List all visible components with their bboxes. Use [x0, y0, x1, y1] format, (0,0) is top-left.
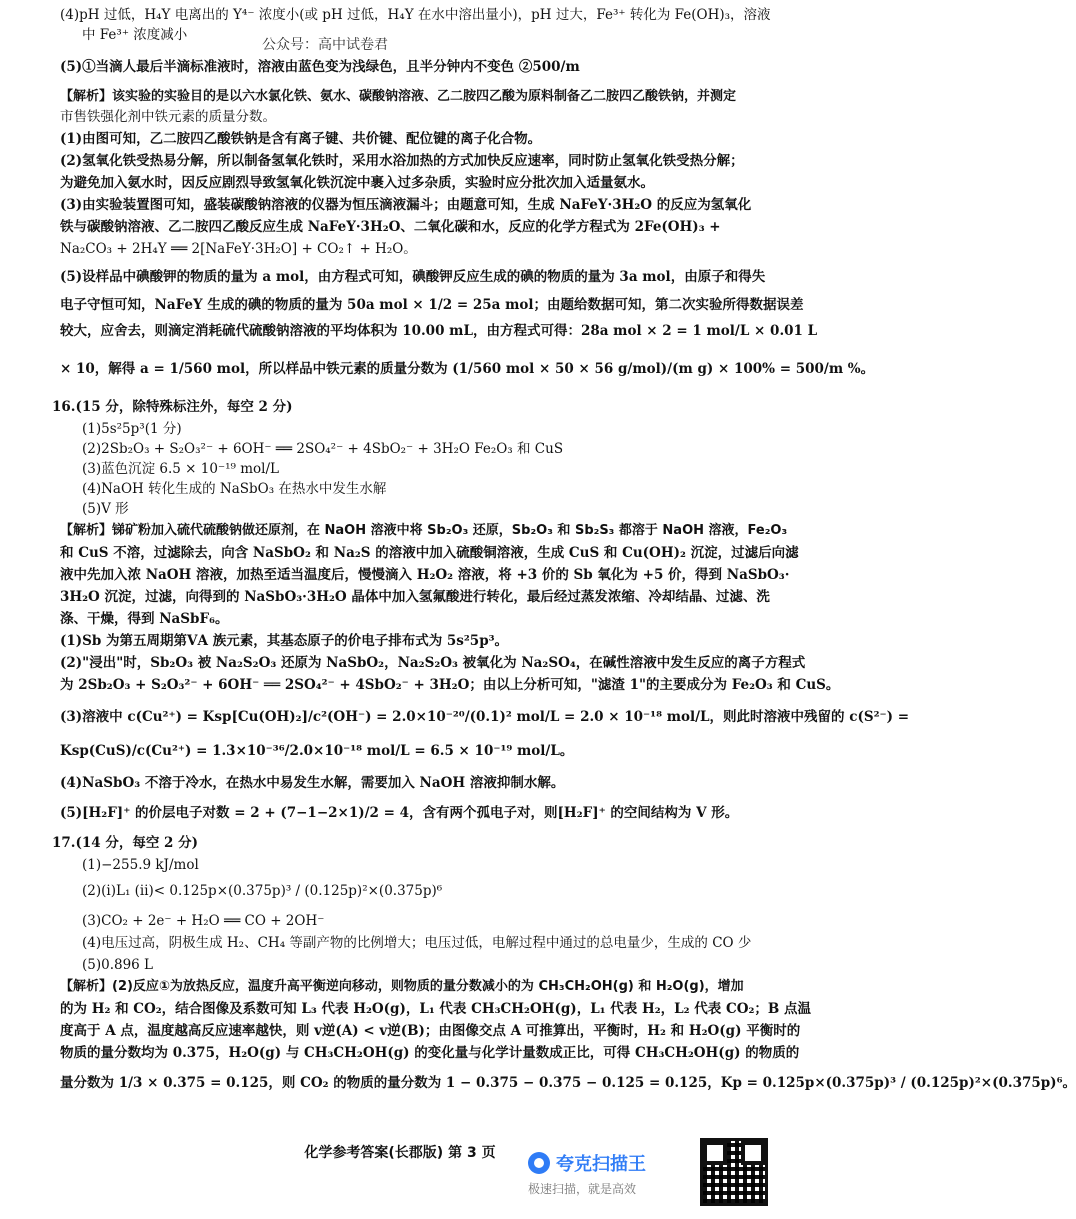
text-line: 电子守恒可知，NaFeY 生成的碘的物质的量为 50a mol × 1/2 = 25a mol；由题给数据可知，第二次实验所得数据误差: [60, 297, 804, 313]
text-line: (1)Sb 为第五周期第ⅤA 族元素，其基态原子的价电子排布式为 5s²5p³。: [60, 633, 509, 649]
text-line: 3H₂O 沉淀，过滤，向得到的 NaSbO₃·3H₂O 晶体中加入氢氟酸进行转化，最后经过蒸发浓缩、冷却结晶、过滤、洗: [60, 589, 770, 605]
text-line: 液中先加入浓 NaOH 溶液，加热至适当温度后，慢慢滴入 H₂O₂ 溶液，将 +3 价的 Sb 氧化为 +5 价，得到 NaSbO₃·: [60, 567, 790, 583]
text-line: 为避免加入氨水时，因反应剧烈导致氢氧化铁沉淀中裹入过多杂质，实验时应分批次加入适量氨水。: [60, 175, 654, 191]
text-line: (4)电压过高，阴极生成 H₂、CH₄ 等副产物的比例增大；电压过低，电解过程中通过的总电量少，生成的 CO 少: [82, 935, 752, 951]
text-line: 度高于 A 点，温度越高反应速率越快，则 v逆(A) < v逆(B)；由图像交点 A 可推算出，平衡时，H₂ 和 H₂O(g) 平衡时的: [60, 1023, 801, 1039]
question-header: 17.(14 分，每空 2 分): [52, 835, 199, 851]
text-line: × 10，解得 a = 1/560 mol，所以样品中铁元素的质量分数为 (1/560 mol × 50 × 56 g/mol)/(m g) × 100% = 500/m %。: [60, 361, 875, 377]
text-line: (1)−255.9 kJ/mol: [82, 857, 199, 873]
text-line: (5)①当滴人最后半滴标准液时，溶液由蓝色变为浅绿色，且半分钟内不变色 ②500/m: [60, 59, 580, 75]
text-line: 市售铁强化剂中铁元素的质量分数。: [60, 109, 276, 125]
text-line: 铁与碳酸钠溶液、乙二胺四乙酸反应生成 NaFeY·3H₂O、二氧化碳和水，反应的化学方程式为 2Fe(OH)₃ +: [60, 219, 721, 235]
analysis-line: 【解析】锑矿粉加入硫代硫酸钠做还原剂，在 NaOH 溶液中将 Sb₂O₃ 还原，Sb₂O₃ 和 Sb₂S₃ 都溶于 NaOH 溶液，Fe₂O₃: [60, 523, 788, 538]
text-line: Na₂CO₃ + 2H₄Y ══ 2[NaFeY·3H₂O] + CO₂↑ + H₂O。: [60, 241, 417, 257]
text-line: 物质的量分数均为 0.375，H₂O(g) 与 CH₃CH₂OH(g) 的变化量与化学计量数成正比，可得 CH₃CH₂OH(g) 的物质的: [60, 1045, 800, 1061]
scanner-brand: [528, 1150, 688, 1198]
text-line: (4)pH 过低，H₄Y 电离出的 Y⁴⁻ 浓度小(或 pH 过低，H₄Y 在水中溶出量小)，pH 过大，Fe³⁺ 转化为 Fe(OH)₃，溶液: [60, 7, 771, 23]
text-line: (2)"浸出"时，Sb₂O₃ 被 Na₂S₂O₃ 还原为 NaSbO₂，Na₂S₂O₃ 被氧化为 Na₂SO₄，在碱性溶液中发生反应的离子方程式: [60, 655, 806, 671]
watermark-text: 公众号：高中试卷君: [262, 37, 388, 53]
text-line: 为 2Sb₂O₃ + S₂O₃²⁻ + 6OH⁻ ══ 2SO₄²⁻ + 4SbO₂⁻ + 3H₂O；由以上分析可知，"滤渣 1"的主要成分为 Fe₂O₃ 和 CuS。: [60, 677, 840, 693]
analysis-line: 【解析】该实验的实验目的是以六水氯化铁、氨水、碳酸钠溶液、乙二胺四乙酸为原料制备乙二胺四乙酸铁钠，并测定: [60, 89, 737, 104]
text-line: (3)CO₂ + 2e⁻ + H₂O ══ CO + 2OH⁻: [82, 913, 325, 929]
text-line: (4)NaOH 转化生成的 NaSbO₃ 在热水中发生水解: [82, 481, 387, 497]
text-line: (3)蓝色沉淀 6.5 × 10⁻¹⁹ mol/L: [82, 461, 279, 477]
text-line: (5)设样品中碘酸钾的物质的量为 a mol，由方程式可知，碘酸钾反应生成的碘的物质的量为 3a mol，由原子和得失: [60, 269, 766, 285]
text-line: (1)由图可知，乙二胺四乙酸铁钠是含有离子键、共价键、配位键的离子化合物。: [60, 131, 542, 147]
scanner-logo-icon: [528, 1152, 550, 1174]
text-line: 的为 H₂ 和 CO₂，结合图像及系数可知 L₃ 代表 H₂O(g)，L₁ 代表 CH₃CH₂OH(g)，L₁ 代表 H₂，L₂ 代表 CO₂；B 点温: [60, 1001, 811, 1017]
text-line: (4)NaSbO₃ 不溶于冷水，在热水中易发生水解，需要加入 NaOH 溶液抑制水解。: [60, 775, 565, 791]
text-line: 较大，应舍去，则滴定消耗硫代硫酸钠溶液的平均体积为 10.00 mL，由方程式可得：28a mol × 2 = 1 mol/L × 0.01 L: [60, 323, 818, 339]
text-line: (3)溶液中 c(Cu²⁺) = Ksp[Cu(OH)₂]/c²(OH⁻) = 2.0×10⁻²⁰/(0.1)² mol/L = 2.0 × 10⁻¹⁸ mol/L，则此时溶液中残留的 c(S²⁻) =: [60, 709, 910, 725]
text-line: (2)氢氧化铁受热易分解，所以制备氢氧化铁时，采用水浴加热的方式加快反应速率，同时防止氢氧化铁受热分解；: [60, 153, 744, 169]
text-line: Ksp(CuS)/c(Cu²⁺) = 1.3×10⁻³⁶/2.0×10⁻¹⁸ mol/L = 6.5 × 10⁻¹⁹ mol/L。: [60, 743, 574, 759]
page-footer: 化学参考答案(长郡版) 第 3 页: [304, 1145, 496, 1161]
text-line: 和 CuS 不溶，过滤除去，向含 NaSbO₂ 和 Na₂S 的溶液中加入硫酸铜溶液，生成 CuS 和 Cu(OH)₂ 沉淀，过滤后向滤: [60, 545, 799, 561]
text-line: (1)5s²5p³(1 分): [82, 421, 182, 437]
text-line: (5)V 形: [82, 501, 129, 517]
brand-slogan: 极速扫描，就是高效: [528, 1182, 637, 1196]
text-line: (2)(ⅰ)L₁ (ⅱ)< 0.125p×(0.375p)³ / (0.125p)²×(0.375p)⁶: [82, 883, 443, 899]
analysis-line: 【解析】(2)反应①为放热反应，温度升高平衡逆向移动，则物质的量分数减小的为 CH₃CH₂OH(g) 和 H₂O(g)，增加: [60, 979, 744, 994]
text-line: (5)0.896 L: [82, 957, 154, 973]
brand-name: 夸克扫描王: [556, 1154, 646, 1175]
text-line: (5)[H₂F]⁺ 的价层电子对数 = 2 + (7−1−2×1)/2 = 4，含有两个孤电子对，则[H₂F]⁺ 的空间结构为 V 形。: [60, 805, 739, 821]
text-line: (3)由实验装置图可知，盛装碳酸钠溶液的仪器为恒压滴液漏斗；由题意可知，生成 NaFeY·3H₂O 的反应为氢氧化: [60, 197, 752, 213]
text-line: (2)2Sb₂O₃ + S₂O₃²⁻ + 6OH⁻ ══ 2SO₄²⁻ + 4SbO₂⁻ + 3H₂O Fe₂O₃ 和 CuS: [82, 441, 564, 457]
text-line: 中 Fe³⁺ 浓度减小: [82, 27, 188, 43]
question-header: 16.(15 分，除特殊标注外，每空 2 分): [52, 399, 293, 415]
text-line: 涤、干燥，得到 NaSbF₆。: [60, 611, 229, 627]
text-line: 量分数为 1/3 × 0.375 = 0.125，则 CO₂ 的物质的量分数为 1 − 0.375 − 0.375 − 0.125 = 0.125，Kp = 0.125p×(0.375p)³ / (0.125p)²×(0.375p)⁶。: [60, 1075, 1076, 1091]
qr-code-icon: [700, 1138, 768, 1206]
